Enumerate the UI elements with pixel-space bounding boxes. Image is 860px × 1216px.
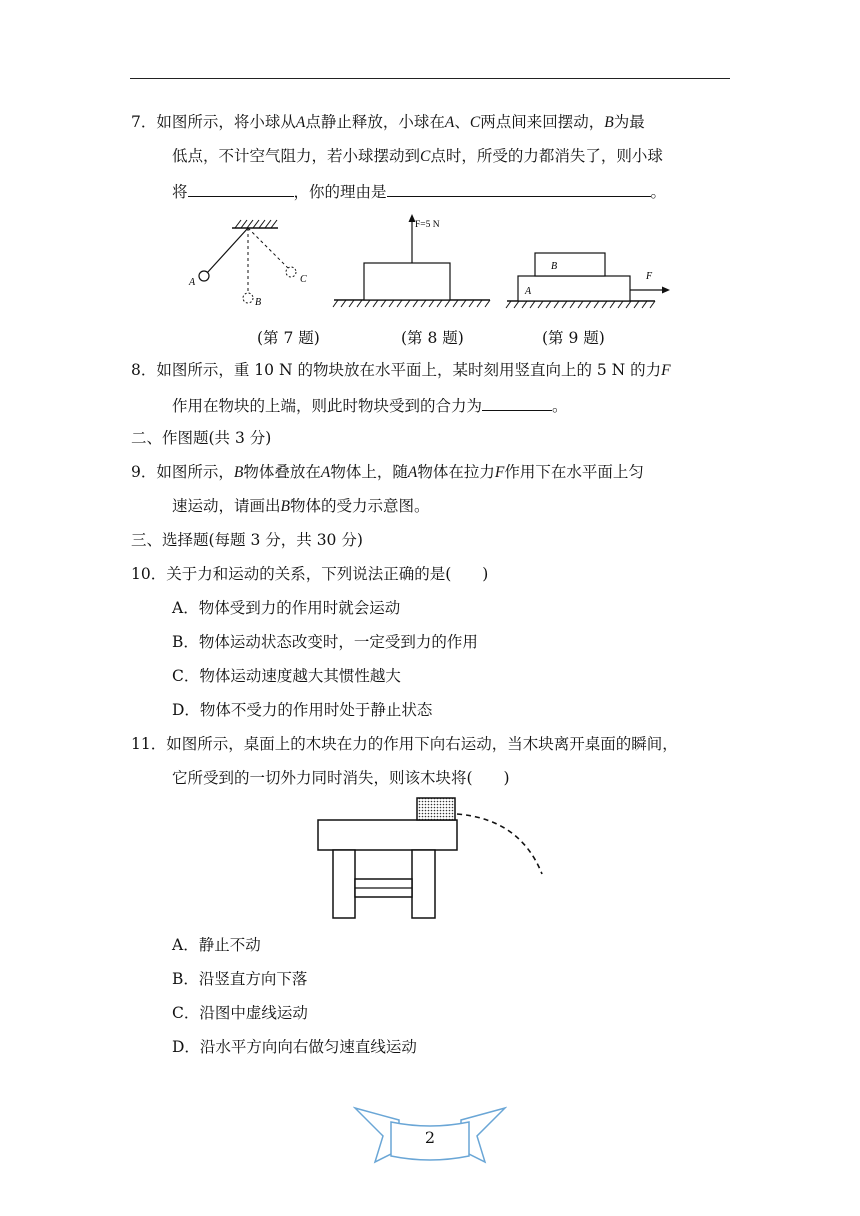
fig7-pendulum	[188, 220, 307, 308]
q10-option-a[interactable]: A．物体受到力的作用时就会运动	[172, 599, 401, 617]
q10-option-b[interactable]: B．物体运动状态改变时，一定受到力的作用	[172, 633, 478, 651]
fig7-label-B: B	[255, 297, 262, 308]
fig8-block	[333, 214, 490, 307]
q10-option-c[interactable]: C．物体运动速度越大其惯性越大	[172, 667, 401, 685]
fig7-caption: (第 7 题)	[257, 329, 320, 347]
header-rule	[130, 78, 730, 79]
q11-option-b[interactable]: B．沿竖直方向下落	[172, 970, 308, 988]
section-2-heading: 二、作图题(共 3 分)	[131, 429, 272, 447]
fig7-label-A: A	[189, 277, 196, 288]
section-3-heading: 三、选择题(每题 3 分，共 30 分)	[131, 531, 363, 549]
q11-line-1: 11．如图所示，桌面上的木块在力的作用下向右运动，当木块离开桌面的瞬间，	[131, 735, 678, 753]
fig9-label-F: F	[646, 271, 653, 282]
fig9-label-A: A	[525, 286, 532, 297]
fig9-stacked-blocks	[506, 253, 670, 308]
q10-stem: 10．关于力和运动的关系，下列说法正确的是( )	[131, 565, 489, 583]
fig7-label-C: C	[300, 274, 307, 285]
q7-blank-1[interactable]	[188, 180, 294, 197]
q7-line-1: 7．如图所示，将小球从A点静止释放，小球在A、C两点间来回摆动，B为最	[131, 113, 645, 131]
q7-line-2: 低点，不计空气阻力，若小球摆动到C点时，所受的力都消失了，则小球	[172, 147, 663, 165]
q10-option-d[interactable]: D．物体不受力的作用时处于静止状态	[172, 701, 433, 719]
q11-option-a[interactable]: A．静止不动	[172, 936, 261, 954]
fig8-caption: (第 8 题)	[401, 329, 464, 347]
q11-option-d[interactable]: D．沿水平方向向右做匀速直线运动	[172, 1038, 417, 1056]
fig11-table	[310, 794, 550, 924]
trajectory-dashed-line	[457, 814, 542, 874]
q11-option-c[interactable]: C．沿图中虚线运动	[172, 1004, 308, 1022]
q9-line-2: 速运动，请画出B物体的受力示意图。	[172, 497, 430, 515]
q7-blank-2[interactable]	[387, 180, 651, 197]
q8-line-1: 8．如图所示，重 10 N 的物块放在水平面上，某时刻用竖直向上的 5 N 的力F	[131, 361, 671, 379]
wooden-block	[417, 798, 455, 820]
fig9-label-B: B	[551, 261, 558, 272]
q9-line-1: 9．如图所示，B物体叠放在A物体上，随A物体在拉力F作用下在水平面上匀	[131, 463, 644, 481]
page-number: 2	[424, 1128, 436, 1147]
q7-line-3: 将 ，你的理由是 。	[172, 180, 666, 202]
q11-line-2: 它所受到的一切外力同时消失，则该木块将( )	[172, 769, 510, 787]
fig8-force-label: F=5 N	[415, 220, 440, 230]
figures-7-8-9	[180, 210, 680, 314]
q8-blank[interactable]	[482, 394, 552, 411]
fig9-caption: (第 9 题)	[542, 329, 605, 347]
q8-line-2: 作用在物块的上端，则此时物块受到的合力为 。	[172, 394, 568, 416]
